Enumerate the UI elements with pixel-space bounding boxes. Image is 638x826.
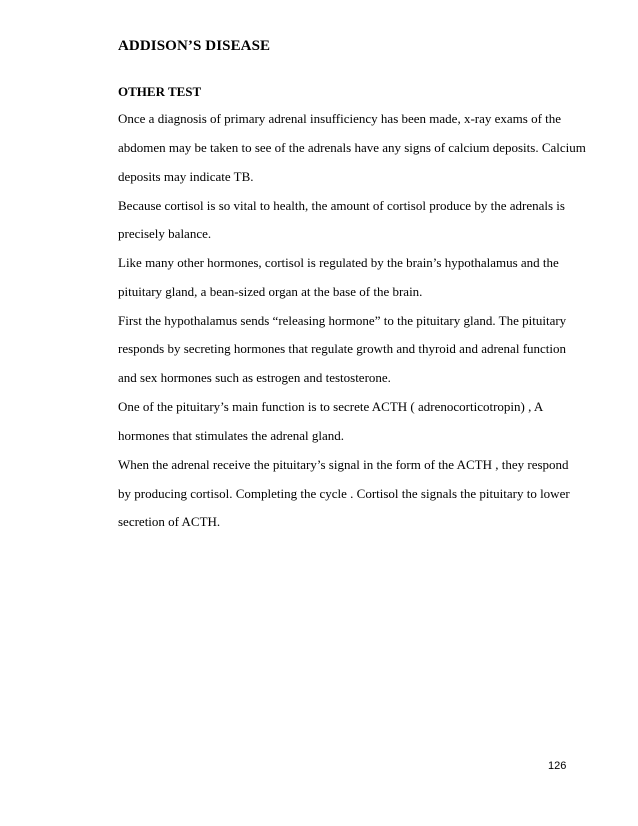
body-line: Once a diagnosis of primary adrenal insufficiency has been made, x-ray exams of the — [118, 111, 562, 126]
body-line: precisely balance. — [118, 226, 212, 241]
body-line: When the adrenal receive the pituitary’s signal in the form of the ACTH , they respond — [118, 457, 569, 472]
body-line: deposits may indicate TB. — [118, 169, 254, 184]
body-line: One of the pituitary’s main function is to secrete ACTH ( adrenocorticotropin) , A — [118, 399, 544, 414]
body-line: hormones that stimulates the adrenal gland. — [118, 428, 344, 443]
section-heading: OTHER TEST — [118, 84, 202, 99]
body-line: responds by secreting hormones that regulate growth and thyroid and adrenal function — [118, 341, 567, 356]
body-line: secretion of ACTH. — [118, 514, 221, 529]
body-line: by producing cortisol. Completing the cycle . Cortisol the signals the pituitary to lower — [118, 486, 570, 501]
body-line: and sex hormones such as estrogen and testosterone. — [118, 370, 391, 385]
page-number: 126 — [548, 760, 567, 772]
document-title: ADDISON’S DISEASE — [118, 38, 271, 54]
body-line: Because cortisol is so vital to health, the amount of cortisol produce by the adrenals is — [118, 198, 565, 213]
body-line: Like many other hormones, cortisol is regulated by the brain’s hypothalamus and the — [118, 255, 559, 270]
body-line: pituitary gland, a bean-sized organ at the base of the brain. — [118, 284, 423, 299]
body-line: abdomen may be taken to see of the adrenals have any signs of calcium deposits. Calcium — [118, 140, 586, 155]
body-line: First the hypothalamus sends “releasing hormone” to the pituitary gland. The pituitary — [118, 313, 567, 328]
